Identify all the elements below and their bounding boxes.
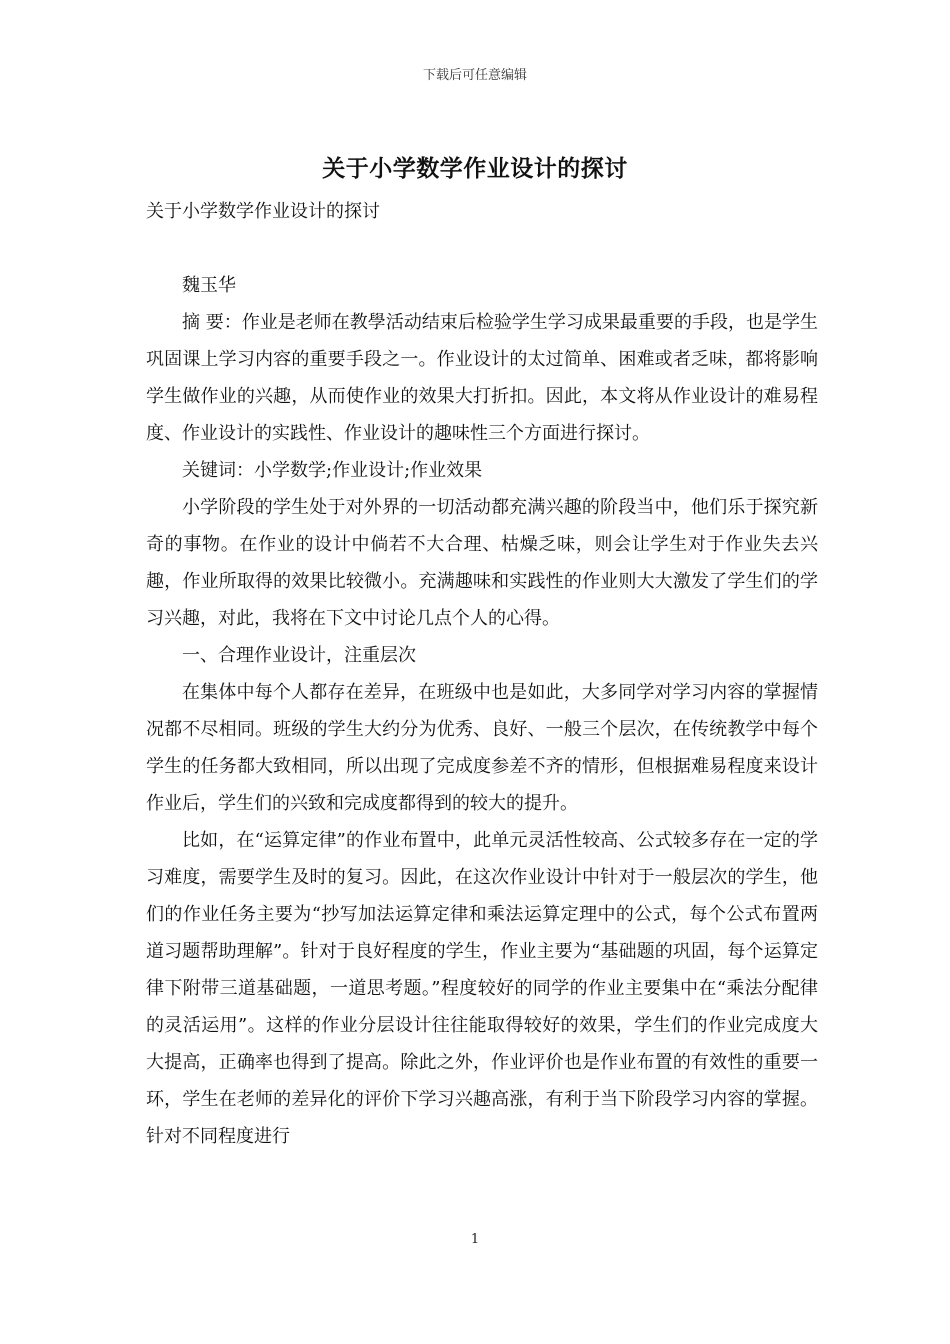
header-note: 下载后可任意编辑: [422, 68, 527, 83]
document-title: 关于小学数学作业设计的探讨: [322, 155, 628, 182]
author-line: 魏玉华: [182, 275, 236, 296]
body-paragraph: 在集体中每个人都存在差异，在班级中也是如此，大多同学对学习内容的掌握情况都不尽相同。班级的学生大约分为优秀、良好、一般三个层次，在传统教学中每个学生的任务都大致相同，所以出现了完成度参差不齐的情形，但根据难易程度来设计作业后，学生们的兴致和完成度都得到的较大的提升。: [146, 682, 818, 814]
page-number: 1: [470, 1232, 480, 1247]
abstract-paragraph: 摘 要：作业是老师在教學活动结束后检验学生学习成果最重要的手段，也是学生巩固课上学习内容的重要手段之一。作业设计的太过简单、困难或者乏味，都将影响学生做作业的兴趣，从而使作业的效果大打折扣。因此，本文将从作业设计的难易程度、作业设计的实践性、作业设计的趣味性三个方面进行探讨。: [146, 312, 818, 444]
document-body: [146, 193, 818, 1155]
section-heading: 一、合理作业设计，注重层次: [182, 645, 416, 666]
subtitle-line: 关于小学数学作业设计的探讨: [146, 201, 380, 222]
intro-paragraph: 小学阶段的学生处于对外界的一切活动都充满兴趣的阶段当中，他们乐于探究新奇的事物。在作业的设计中倘若不大合理、枯燥乏味，则会让学生对于作业失去兴趣，作业所取得的效果比较微小。充满趣味和实践性的作业则大大激发了学生们的学习兴趣，对此，我将在下文中讨论几点个人的心得。: [146, 497, 818, 629]
keywords-line: 关键词：小学数学;作业设计;作业效果: [182, 460, 483, 481]
body-paragraph: 比如，在“运算定律”的作业布置中，此单元灵活性较高、公式较多存在一定的学习难度，需要学生及时的复习。因此，在这次作业设计中针对于一般层次的学生，他们的作业任务主要为“抄写加法运算定律和乘法运算定理中的公式，每个公式布置两道习题帮助理解”。针对于良好程度的学生，作业主要为“基础题的巩固，每个运算定律下附带三道基础题，一道思考题。”程度较好的同学的作业主要集中在“乘法分配律的灵活运用”。这样的作业分层设计往往能取得较好的效果，学生们的作业完成度大大提高，正确率也得到了提高。除此之外，作业评价也是作业布置的有效性的重要一环，学生在老师的差异化的评价下学习兴趣高涨，有利于当下阶段学习内容的掌握。针对不同程度进行: [146, 830, 818, 1147]
